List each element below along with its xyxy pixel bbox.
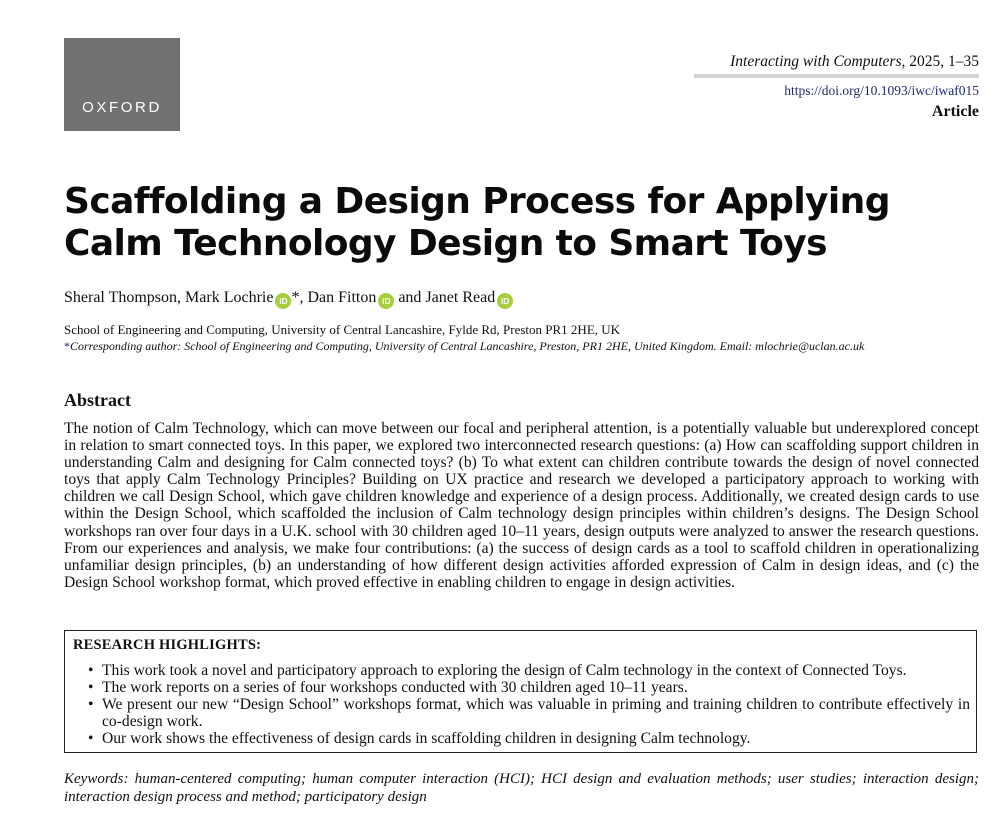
journal-header bbox=[694, 52, 979, 121]
research-highlights-box bbox=[64, 630, 977, 753]
journal-citation bbox=[694, 52, 979, 71]
oxford-logo bbox=[64, 38, 180, 131]
author-separator: *, bbox=[291, 289, 308, 306]
highlight-item: • This work took a novel and participatory approach to exploring the design of Calm technology in the context of Connected Toys. bbox=[102, 662, 970, 679]
author-names: Sheral Thompson, Mark Lochrie bbox=[64, 289, 274, 306]
doi-link[interactable]: https://doi.org/10.1093/iwc/iwaf015 bbox=[784, 83, 979, 98]
keywords: Keywords: human-centered computing; human computer interaction (HCI); HCI design and evaluation methods; user studies; interaction design; interaction design process and method; participatory design bbox=[64, 771, 979, 805]
logo-text: OXFORD bbox=[82, 99, 162, 116]
orcid-icon[interactable]: iD bbox=[378, 293, 394, 309]
affiliation: School of Engineering and Computing, University of Central Lancashire, Fylde Rd, Preston PR1 2HE, UK bbox=[64, 322, 621, 337]
article-type: Article bbox=[931, 103, 979, 120]
orcid-icon[interactable]: iD bbox=[275, 293, 291, 309]
journal-year-pages: , 2025, 1–35 bbox=[901, 53, 979, 70]
author-name: Janet Read bbox=[425, 289, 496, 306]
highlights-title: RESEARCH HIGHLIGHTS: bbox=[73, 637, 262, 653]
journal-name: Interacting with Computers bbox=[730, 53, 902, 70]
corresponding-marker: * bbox=[64, 339, 70, 353]
orcid-icon[interactable]: iD bbox=[497, 293, 513, 309]
highlight-item: • Our work shows the effectiveness of design cards in scaffolding children in designing Calm technology. bbox=[102, 730, 970, 747]
highlights-list bbox=[102, 662, 970, 747]
paper-title: Scaffolding a Design Process for Applying Calm Technology Design to Smart Toys bbox=[64, 181, 890, 264]
author-name: Dan Fitton bbox=[307, 289, 377, 306]
highlight-item: • We present our new “Design School” workshops format, which was valuable in priming and training children to contribute effectively in co-design work. bbox=[102, 696, 970, 730]
abstract-text: The notion of Calm Technology, which can move between our focal and peripheral attention, is a potentially valuable but underexplored concept in relation to smart connected toys. In this paper, we explored two interconnected research questions: (a) How can scaffolding support children in understanding Calm and designing for Calm connected toys? (b) To what extent can children contribute towards the design of novel connected toys that apply Calm Technology Principles? Building on UX practice and research we developed a participatory approach to working with children we call Design School, which gave children knowledge and experience of a design process. Additionally, we created design cards to use within the Design School, which scaffolded the inclusion of Calm technology design principles within children’s designs. The Design School workshops ran over four days in a U.K. school with 30 children aged 10–11 years, design outputs were analyzed to answer the research questions. From our experiences and analysis, we make four contributions: (a) the success of design cards as a tool to scaffold children in operationalizing unfamiliar design principles, (b) an understanding of how different design activities afforded expression of Calm in design ideas, and (c) the Design School workshop format, which proved effective in enabling children to engage in design activities. bbox=[64, 420, 979, 591]
corresponding-text: Corresponding author: School of Engineering and Computing, University of Central Lancashire, Preston, PR1 2HE, United Kingdom. Email: mlochrie@uclan.ac.uk bbox=[70, 339, 865, 353]
abstract-heading: Abstract bbox=[64, 390, 131, 410]
header-rule bbox=[694, 74, 979, 78]
author-connector: and bbox=[394, 289, 426, 306]
highlight-item: • The work reports on a series of four workshops conducted with 30 children aged 10–11 years. bbox=[102, 679, 970, 696]
corresponding-author bbox=[64, 338, 864, 354]
author-list bbox=[64, 287, 513, 309]
